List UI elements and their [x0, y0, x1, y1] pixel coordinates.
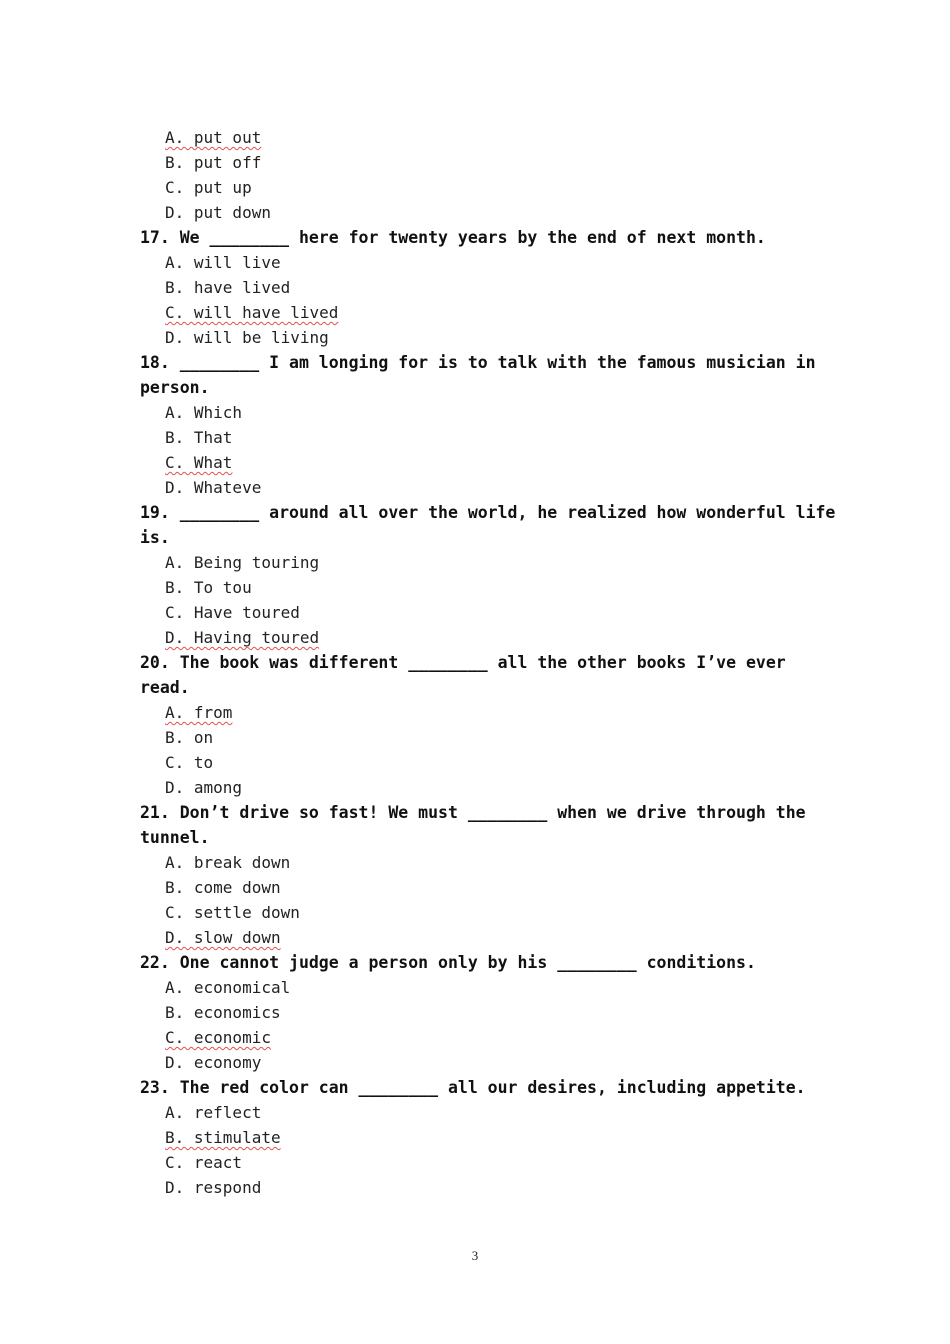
option-23-b: B. stimulate	[165, 1128, 281, 1147]
option-20-b: B. on	[165, 728, 214, 747]
question-21-stem-line-2: tunnel.	[140, 828, 210, 847]
option-16-c: C. put up	[165, 178, 252, 197]
question-20	[140, 650, 840, 800]
option-16-a: A. put out	[165, 128, 262, 147]
question-19	[140, 500, 840, 650]
question-20-stem-line-1: 20. The book was different ________ all the other books I’ve ever	[140, 653, 786, 672]
option-19-b: B. To tou	[165, 578, 252, 597]
option-19-c: C. Have toured	[165, 603, 300, 622]
option-21-c: C. settle down	[165, 903, 300, 922]
option-18-c: C. What	[165, 453, 233, 472]
option-16-d: D. put down	[165, 203, 271, 222]
option-23-d: D. respond	[165, 1178, 262, 1197]
question-22	[140, 950, 840, 1075]
question-17-stem: 17. We ________ here for twenty years by the end of next month.	[140, 228, 766, 247]
option-20-c: C. to	[165, 753, 214, 772]
option-17-c: C. will have lived	[165, 303, 339, 322]
option-19-d: D. Having toured	[165, 628, 320, 647]
option-19-a: A. Being touring	[165, 553, 320, 572]
option-23-c: C. react	[165, 1153, 243, 1172]
option-21-b: B. come down	[165, 878, 281, 897]
option-18-b: B. That	[165, 428, 233, 447]
option-17-a: A. will live	[165, 253, 281, 272]
option-20-a: A. from	[165, 703, 233, 722]
option-22-b: B. economics	[165, 1003, 281, 1022]
question-21-stem-line-1: 21. Don’t drive so fast! We must ________ when we drive through the	[140, 803, 806, 822]
option-16-b: B. put off	[165, 153, 262, 172]
question-19-stem-line-2: is.	[140, 528, 170, 547]
question-21	[140, 800, 840, 950]
question-18-stem-line-2: person.	[140, 378, 210, 397]
question-22-stem: 22. One cannot judge a person only by his ________ conditions.	[140, 953, 756, 972]
option-17-d: D. will be living	[165, 328, 329, 347]
option-23-a: A. reflect	[165, 1103, 262, 1122]
option-17-b: B. have lived	[165, 278, 291, 297]
question-20-stem-line-2: read.	[140, 678, 190, 697]
question-17	[140, 225, 840, 350]
option-20-d: D. among	[165, 778, 243, 797]
option-22-c: C. economic	[165, 1028, 271, 1047]
option-22-a: A. economical	[165, 978, 291, 997]
option-21-d: D. slow down	[165, 928, 281, 947]
question-16-options	[140, 125, 840, 225]
question-23	[140, 1075, 840, 1200]
page-number: 3	[471, 1248, 479, 1263]
question-18	[140, 350, 840, 500]
option-22-d: D. economy	[165, 1053, 262, 1072]
option-21-a: A. break down	[165, 853, 291, 872]
question-23-stem: 23. The red color can ________ all our desires, including appetite.	[140, 1078, 806, 1097]
question-19-stem-line-1: 19. ________ around all over the world, he realized how wonderful life	[140, 503, 836, 522]
question-18-stem-line-1: 18. ________ I am longing for is to talk with the famous musician in	[140, 353, 816, 372]
option-18-a: A. Which	[165, 403, 243, 422]
option-18-d: D. Whateve	[165, 478, 262, 497]
document-page	[140, 125, 840, 1200]
